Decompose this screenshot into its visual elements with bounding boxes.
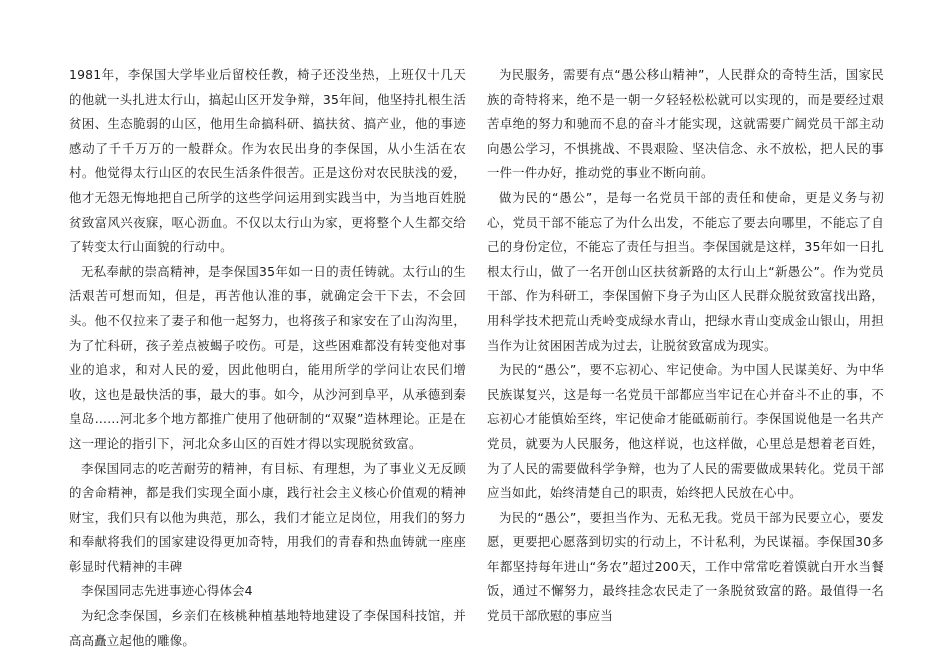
paragraph: 做为民的“愚公”，是每一名党员干部的责任和使命，更是义务与初心，党员干部不能忘了为什么出发，不能忘了要去向哪里，不能忘了自己的身份定位，不能忘了责任与担当。李保国就是这样，35年如一日扎根太行山，做了一名开创山区扶贫新路的太行山上“新愚公”。作为党员干部、作为科研工，李保国俯下身子为山区人民群众脱贫致富找出路，用科学技术把荒山秃岭变成绿水青山，把绿水青山变成金山银山，用担当作为让贫困困苦成为过去，让脱贫致富成为现实。	[487, 189, 884, 353]
paragraph: 为民服务，需要有点“愚公移山精神”，人民群众的奇特生活，国家民族的奇特将来，绝不是一朝一夕轻轻松松就可以实现的，而是要经过艰苦卓绝的努力和驰而不息的奋斗才能实现，这就需要广阔党员干部主动向愚公学习，不惧挑战、不畏艰险、坚决信念、永不放松，把人民的事一件一件办好，推动党的事业不断向前。	[487, 67, 884, 181]
paragraph: 为民的“愚公”，要不忘初心、牢记使命。为中国人民谋美好、为中华民族谋复兴，这是每一名党员干部都应当牢记在心并奋斗不止的事，不忘初心才能慎始至终，牢记使命才能砥砺前行。李保国说他是一名共产党员，就要为人民服务，他这样说，也这样做，心里总是想着老百姓，为了人民的需要做科学争辩，也为了人民的需要做成果转化。党员干部应当如此，始终清楚自己的职责，始终把人民放在心中。	[487, 362, 884, 501]
paragraph: 为民的“愚公”，要担当作为、无私无我。党员干部为民要立心，要发愿，更要把心愿落到切实的行动上，不计私利，为民谋福。李保国30多年都坚持每年进山“务农”超过200天，工作中常常吃着馍就白开水当餐饭，通过不懈努力，最终挂念农民走了一条脱贫致富的路。最值得一名党员干部欣慰的事应当	[487, 509, 884, 624]
right-column	[487, 63, 884, 629]
paragraph: 无私奉献的崇高精神，是李保国35年如一日的责任铸就。太行山的生活艰苦可想而知，但是，再苦他认准的事，就确定会干下去，不会回头。他不仅拉来了妻子和他一起努力，也将孩子和家安在了山沟沟里，为了忙科研，孩子差点被蝎子咬伤。可是，这些困难都没有转变他对事业的追求，和对人民的爱，因此他明白，能用所学的学问让农民们增收，这也是最快活的事，最大的事。如今，从沙河到阜平，从承德到秦皇岛……河北多个地方都推广使用了他研制的“双聚”造林理论。正是在这一理论的指引下，河北众多山区的百姓才得以实现脱贫致富。	[69, 263, 466, 451]
paragraph: 李保国同志的吃苦耐劳的精神，有目标、有理想，为了事业义无反顾的舍命精神，都是我们实现全面小康，践行社会主义核心价值观的精神财宝，我们只有以他为典范，那么，我们才能立足岗位，用我们的努力和奉献将我们的国家建设得更加奇特，用我们的青春和热血铸就一座座彰显时代精神的丰碑	[69, 460, 466, 574]
paragraph: 为纪念李保国，乡亲们在核桃种植基地特地建设了李保国科技馆，并高高矗立起他的雕像。	[69, 608, 466, 648]
paragraph: 1981年，李保国大学毕业后留校任教，椅子还没坐热，上班仅十几天的他就一头扎进太行山，搞起山区开发争辩，35年间，他坚持扎根生活贫困、生态脆弱的山区，他用生命搞科研、搞扶贫、搞产业，他的事迹感动了千千万万的一般群众。作为农民出身的李保国，从小生活在农村。他觉得太行山区的农民生活条件很苦。正是这份对农民肤浅的爱，他才无怨无悔地把自己所学的这些学问运用到实践当中，为当地百姓脱贫致富风兴夜寐，呕心沥血。不仅以太行山为家，更将整个人生都交给了转变太行山面貌的行动中。	[69, 67, 466, 255]
left-column	[69, 63, 466, 653]
section-heading: 李保国同志先进事迹心得体会4	[81, 583, 253, 599]
